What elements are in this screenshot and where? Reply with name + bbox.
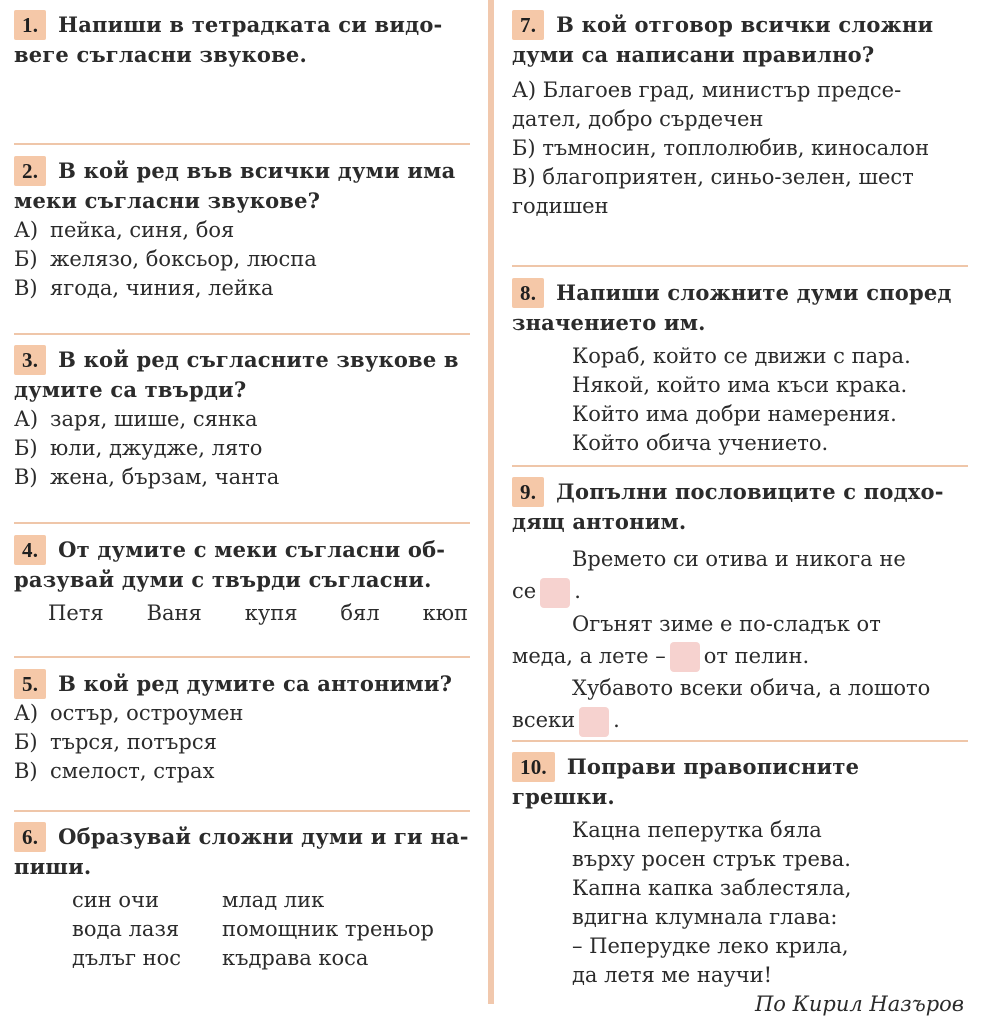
divider-rule (14, 522, 470, 524)
task-number-badge: 10. (512, 752, 555, 782)
task-2 (14, 156, 474, 303)
option-a: А) остър, остроумен (14, 701, 244, 725)
task-number-badge: 4. (14, 535, 46, 565)
task-number-badge: 9. (512, 477, 544, 507)
task-10-question: 10. Поправи правописните грешки. (512, 754, 860, 809)
task-number-badge: 3. (14, 345, 46, 375)
task-7-question: 7. В кой отговор всички сложни думи са написани правилно? (512, 12, 934, 67)
task-6-question: 6. Образувай сложни думи и ги на- пиши. (14, 824, 469, 879)
task-number-badge: 6. (14, 822, 46, 852)
word: кюп (422, 601, 468, 625)
right-column (498, 0, 1000, 1016)
word: бял (340, 601, 380, 625)
task-1 (14, 10, 474, 70)
task-number-badge: 1. (14, 10, 46, 40)
poem-author: По Кирил Назъров (754, 992, 964, 1016)
divider-rule (512, 740, 968, 742)
poem: Кацна пеперутка бяла върху росен стрък трева. Капна капка заблестяла, вдигна клумнала глава: – Пеперудке леко крила, да летя ме научи! (572, 818, 852, 987)
task-4 (14, 535, 474, 625)
option-b: Б) желязо, боксьор, люспа (14, 247, 317, 271)
task-6 (14, 822, 474, 973)
task-9-question: 9. Допълни пословиците с подхо- дящ антоним. (512, 479, 944, 534)
word-pairs: син очи млад лик вода лазя помощник треньор дълъг нос къдрава коса (72, 888, 434, 970)
divider-rule (14, 656, 470, 658)
task-10 (512, 752, 968, 1019)
options-list (14, 699, 474, 786)
option-c: В) смелост, страх (14, 759, 215, 783)
task-2-question: 2. В кой ред във всички думи има меки съгласни звукове? (14, 158, 456, 213)
task-8-question: 8. Напиши сложните думи според значението им. (512, 280, 952, 335)
left-column (0, 0, 488, 1004)
divider-rule (14, 333, 470, 335)
options-list (14, 405, 474, 492)
task-7 (512, 10, 968, 221)
options-list (512, 76, 968, 221)
task-8 (512, 278, 968, 458)
option-c: В) жена, бързам, чанта (14, 465, 280, 489)
task-4-question: 4. От думите с меки съгласни об- разувай думи с твърди съгласни. (14, 537, 446, 592)
task-number-badge: 8. (512, 278, 544, 308)
answer-blank[interactable] (670, 642, 700, 672)
word-list (14, 601, 474, 625)
option-c: В) благоприятен, синьо-зелен, шест годишен (512, 165, 914, 218)
proverbs: Времето си отива и никога не се . Огънят зиме е по-сладък от меда, а лете – от пелин. Хубавото всеки обича, а лошото всеки . (512, 543, 968, 737)
column-divider (488, 0, 494, 1004)
task-3-question: 3. В кой ред съгласните звукове в думите са твърди? (14, 347, 459, 402)
task-3 (14, 345, 474, 492)
task-5-question: 5. В кой ред думите са антоними? (14, 669, 474, 699)
option-b: Б) търся, потърся (14, 730, 217, 754)
option-c: В) ягода, чиния, лейка (14, 276, 274, 300)
divider-rule (512, 265, 968, 267)
option-b: Б) юли, джудже, лято (14, 436, 263, 460)
answer-blank[interactable] (579, 707, 609, 737)
option-a: А) Благоев град, министър предсе- дател, добро сърдечен (512, 78, 902, 131)
task-5 (14, 669, 474, 786)
word: купя (244, 601, 298, 625)
task-number-badge: 2. (14, 156, 46, 186)
word: Ваня (146, 601, 202, 625)
task-9 (512, 477, 968, 737)
task-number-badge: 7. (512, 10, 544, 40)
option-a: А) заря, шише, сянка (14, 407, 258, 431)
option-b: Б) тъмносин, топлолюбив, киносалон (512, 136, 930, 160)
answer-blank[interactable] (540, 578, 570, 608)
task-number-badge: 5. (14, 669, 46, 699)
task-1-question: 1. Напиши в тетрадката си видо- веге съгласни звукове. (14, 12, 443, 67)
divider-rule (14, 143, 470, 145)
definition-list: Кораб, който се движи с пара. Някой, който има къси крака. Който има добри намерения. Който обича учението. (572, 344, 911, 455)
option-a: А) пейка, синя, боя (14, 218, 235, 242)
divider-rule (14, 810, 470, 812)
word: Петя (48, 601, 104, 625)
divider-rule (512, 465, 968, 467)
options-list (14, 216, 474, 303)
